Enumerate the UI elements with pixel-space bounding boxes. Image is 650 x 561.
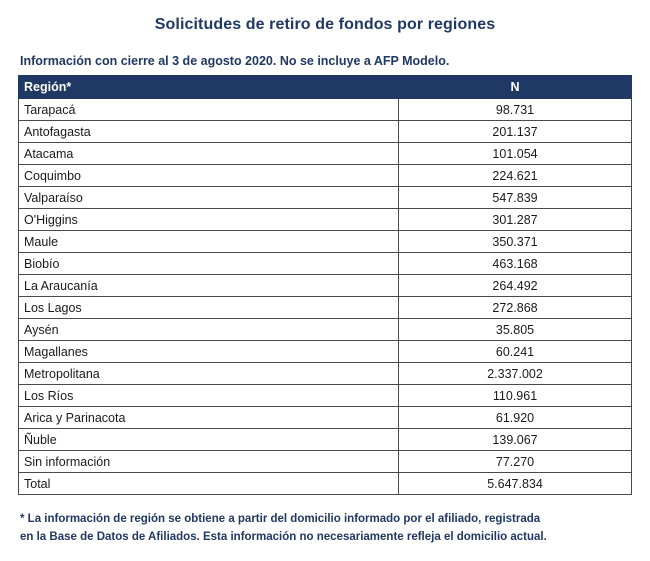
cell-value: 463.168 [399,253,632,275]
cell-value: 60.241 [399,341,632,363]
table-row [19,121,632,143]
table-row [19,407,632,429]
footnote-line-2: en la Base de Datos de Afiliados. Esta información no necesariamente refleja el domicilio actual. [20,530,547,543]
table-row [19,363,632,385]
cell-region: Metropolitana [19,363,399,385]
cell-value: 77.270 [399,451,632,473]
cell-region: Ñuble [19,429,399,451]
column-header-n: N [399,76,632,99]
cell-region: Total [19,473,399,495]
table-row [19,341,632,363]
cell-value: 224.621 [399,165,632,187]
footnote [18,495,632,547]
cell-value: 2.337.002 [399,363,632,385]
cell-region: O'Higgins [19,209,399,231]
cell-value: 547.839 [399,187,632,209]
cell-region: Valparaíso [19,187,399,209]
table-row [19,451,632,473]
cell-region: Coquimbo [19,165,399,187]
page-title: Solicitudes de retiro de fondos por regiones [154,16,496,33]
cell-region: Aysén [19,319,399,341]
table-row [19,275,632,297]
table-row [19,253,632,275]
cell-value: 101.054 [399,143,632,165]
cell-value: 5.647.834 [399,473,632,495]
table-row [19,297,632,319]
cell-value: 301.287 [399,209,632,231]
cell-region: Tarapacá [19,99,399,121]
cell-value: 350.371 [399,231,632,253]
cell-value: 98.731 [399,99,632,121]
table-row [19,165,632,187]
table-body [19,99,632,495]
cell-region: Biobío [19,253,399,275]
table-header-row [19,76,632,99]
cell-region: Atacama [19,143,399,165]
cell-value: 139.067 [399,429,632,451]
cell-value: 201.137 [399,121,632,143]
cell-region: La Araucanía [19,275,399,297]
column-header-region: Región* [19,76,399,99]
table-row [19,319,632,341]
footnote-line-1: * La información de región se obtiene a partir del domicilio informado por el afiliado, registrada [20,513,541,525]
document-subtitle: Información con cierre al 3 de agosto 2020. No se incluye a AFP Modelo. [20,54,450,68]
table-row [19,99,632,121]
cell-region: Magallanes [19,341,399,363]
table-row [19,209,632,231]
cell-region: Los Lagos [19,297,399,319]
table-row [19,187,632,209]
table-row [19,143,632,165]
cell-region: Los Ríos [19,385,399,407]
regions-table [18,75,632,495]
table-row [19,231,632,253]
cell-value: 272.868 [399,297,632,319]
cell-region: Antofagasta [19,121,399,143]
cell-value: 35.805 [399,319,632,341]
table-row [19,429,632,451]
cell-region: Maule [19,231,399,253]
cell-value: 61.920 [399,407,632,429]
cell-region: Arica y Parinacota [19,407,399,429]
cell-value: 264.492 [399,275,632,297]
table-row [19,473,632,495]
table-row [19,385,632,407]
cell-region: Sin información [19,451,399,473]
cell-value: 110.961 [399,385,632,407]
